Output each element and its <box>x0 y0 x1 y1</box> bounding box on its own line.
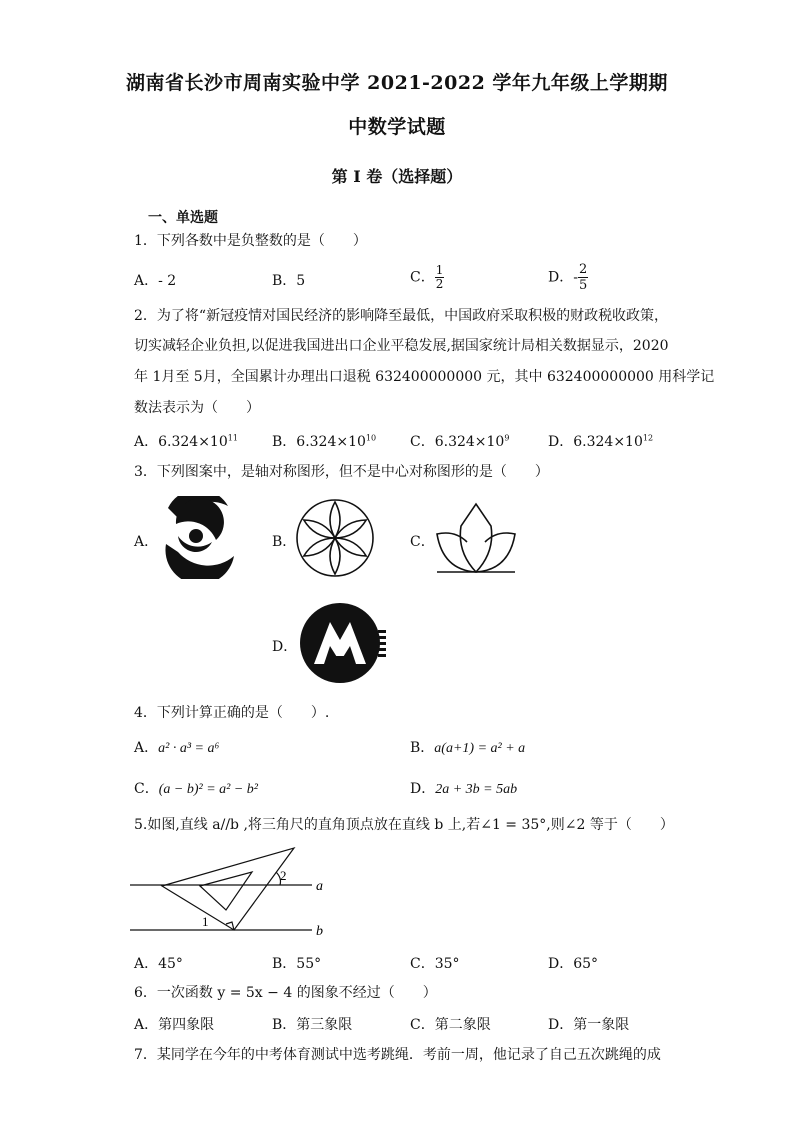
q2-option-a <box>134 431 238 451</box>
q5-option-a: A．45° <box>134 956 183 972</box>
question-1-stem: 1．下列各数中是负整数的是（ ） <box>134 233 367 249</box>
q4-option-a <box>134 737 219 757</box>
question-6-stem: 6．一次函数 y = 5x − 4 的图象不经过（ ） <box>134 985 437 1001</box>
q6-option-a: A．第四象限 <box>134 1017 215 1033</box>
q4-c-label: C． <box>134 781 159 797</box>
q1-option-b: B．5 <box>272 273 306 289</box>
q2-a-base: 6.324×10 <box>158 434 228 450</box>
q1-d-numerator: 2 <box>578 262 588 277</box>
q3-figure-c <box>433 496 519 576</box>
q1-option-d-fraction <box>578 262 588 293</box>
q4-b-expression: a(a+1) = a² + a <box>434 741 526 756</box>
q2-a-label: A． <box>134 434 159 450</box>
q2-b-base: 6.324×10 <box>296 434 366 450</box>
q6-option-c: C．第二象限 <box>410 1017 491 1033</box>
q5-figure <box>126 842 332 942</box>
q5-option-d: D．65° <box>548 956 599 972</box>
q2-d-base: 6.324×10 <box>573 434 643 450</box>
q4-a-label: A． <box>134 740 159 756</box>
q3-figure-d <box>296 600 388 686</box>
q3-option-a-label: A． <box>134 534 159 550</box>
question-2-line4: 数法表示为（ ） <box>134 400 260 416</box>
q2-c-base: 6.324×10 <box>434 434 505 450</box>
q2-b-exponent: 10 <box>365 433 377 443</box>
q4-d-expression: 2a + 3b = 5ab <box>435 782 518 797</box>
swirl-logo-image <box>156 496 247 579</box>
q4-b-label: B． <box>410 740 435 756</box>
q1-option-d-label: D．- <box>548 269 578 286</box>
q1-option-a: A．- 2 <box>134 273 177 289</box>
question-2-line1: 2．为了将“新冠疫情对国民经济的影响降至最低，中国政府采取积极的财政税收政策， <box>134 308 669 324</box>
q1-c-numerator: 1 <box>435 263 444 277</box>
q1-c-denominator: 2 <box>435 277 444 291</box>
q2-d-exponent: 12 <box>642 433 654 443</box>
q2-c-exponent: 9 <box>504 433 510 443</box>
paper-title-line1: 湖南省长沙市周南实验中学 2021-2022 学年九年级上学期期 <box>126 72 668 94</box>
q3-option-c-label: C． <box>410 534 435 550</box>
q3-figure-a <box>156 496 247 579</box>
lotus-image <box>433 496 519 576</box>
q4-d-label: D． <box>410 781 436 797</box>
parallel-lines-triangle-diagram <box>126 842 332 942</box>
triangle-inner <box>200 872 252 910</box>
q3-figure-b <box>292 496 378 580</box>
q2-option-d <box>548 431 653 451</box>
q1-option-c <box>410 264 444 291</box>
q4-option-d <box>410 778 517 798</box>
question-3-stem: 3．下列图案中，是轴对称图形，但不是中心对称图形的是（ ） <box>134 464 549 480</box>
q2-a-exponent: 11 <box>227 433 238 443</box>
bank-logo-image <box>296 600 388 686</box>
q4-a-expression: a² · a³ = a⁶ <box>158 741 220 756</box>
question-7-stem: 7．某同学在今年的中考体育测试中选考跳绳．考前一周，他记录了自己五次跳绳的成 <box>134 1047 661 1063</box>
q2-option-b <box>272 431 376 451</box>
volume-title: 第 I 卷（选择题） <box>331 167 463 186</box>
q6-option-d: D．第一象限 <box>548 1017 630 1033</box>
q1-option-c-label: C． <box>410 269 435 286</box>
q2-c-label: C． <box>410 434 435 450</box>
q4-c-expression: (a − b)² = a² − b² <box>158 782 258 797</box>
q3-option-d-label: D． <box>272 639 298 655</box>
label-b: b <box>316 924 323 939</box>
section-heading: 一、单选题 <box>148 210 218 226</box>
label-angle-1: 1 <box>202 914 209 929</box>
q2-b-label: B． <box>272 434 297 450</box>
label-angle-2: 2 <box>280 868 287 883</box>
question-5-stem: 5.如图,直线 a//b ,将三角尺的直角顶点放在直线 b 上,若∠1 = 35°,则∠2 等于（ ） <box>134 817 674 833</box>
q1-option-d <box>548 262 588 293</box>
q4-option-c <box>134 778 258 798</box>
q1-d-denominator: 5 <box>578 278 588 293</box>
flower-circle-image <box>292 496 378 580</box>
q4-option-b <box>410 737 525 757</box>
q5-option-c: C．35° <box>410 956 460 972</box>
q3-option-b-label: B． <box>272 534 297 550</box>
question-4-stem: 4．下列计算正确的是（ ）. <box>134 705 330 721</box>
question-2-line3: 年 1月至 5月，全国累计办理出口退税 632400000000 元，其中 632400000000 用科学记 <box>134 369 715 385</box>
q1-option-c-fraction <box>435 264 445 291</box>
q6-option-b: B．第三象限 <box>272 1017 353 1033</box>
triangle-outer <box>162 848 294 930</box>
q2-d-label: D． <box>548 434 574 450</box>
label-a: a <box>316 879 323 894</box>
question-2-line2: 切实减轻企业负担,以促进我国进出口企业平稳发展,据国家统计局相关数据显示，2020 <box>134 338 669 354</box>
q5-option-b: B．55° <box>272 956 322 972</box>
q2-option-c <box>410 431 509 451</box>
paper-title-line2: 中数学试题 <box>348 116 446 138</box>
